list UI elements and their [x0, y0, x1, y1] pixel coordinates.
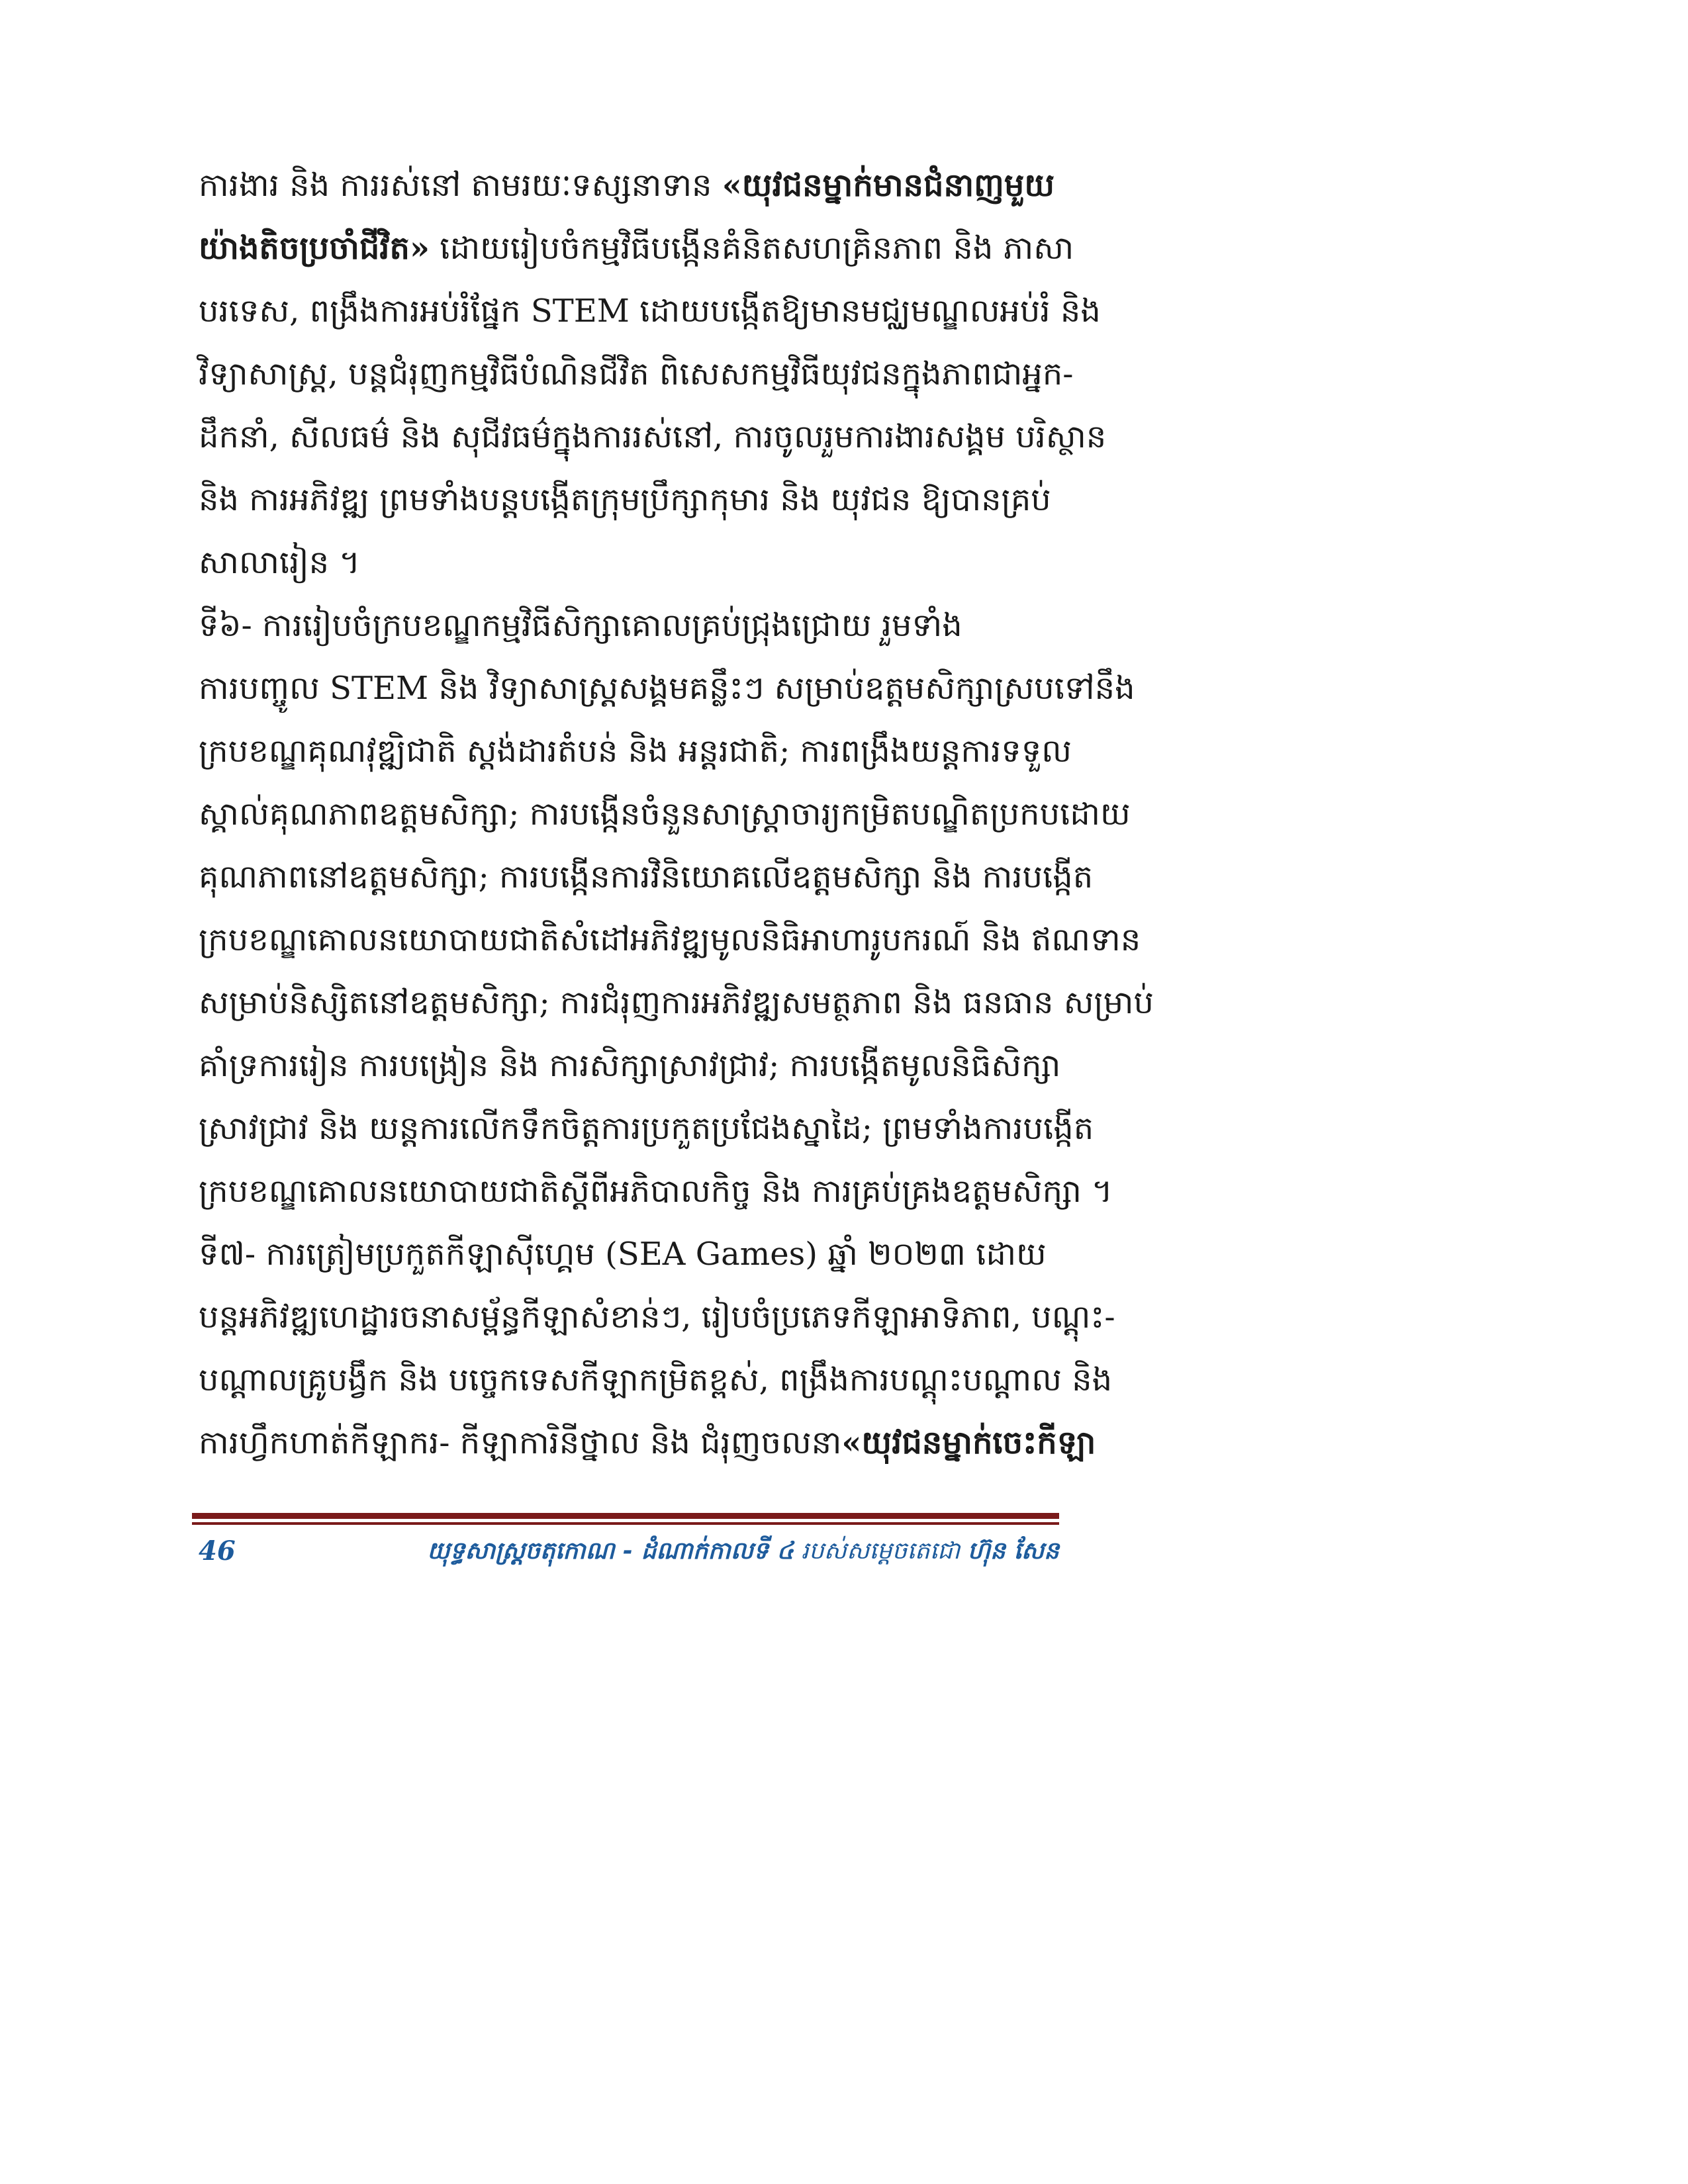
body-line: ដឹកនាំ, សីលធម៌ និង សុជីវធម៌ក្នុងការរស់នៅ, ការចូលរួមការងារសង្គម បរិស្ថាន — [199, 418, 1107, 455]
body-line: វិទ្យាសាស្ត្រ, បន្តជំរុញកម្មវិធីបំណិនជីវិត ពិសេសកម្មវិធីយុវជនក្នុងភាពជាអ្នក- — [199, 355, 1074, 392]
body-line: សាលារៀន ។ — [199, 544, 361, 581]
footer-rule-thin — [192, 1522, 1059, 1525]
body-line: បន្តអភិវឌ្ឍហេដ្ឋារចនាសម្ព័ន្ធកីឡាសំខាន់ៗ, រៀបចំប្រភេទកីឡាអាទិភាព, បណ្តុះ- — [199, 1298, 1115, 1336]
page-number: 46 — [199, 1535, 236, 1567]
body-line: ក្របខណ្ឌគោលនយោបាយជាតិសំដៅអភិវឌ្ឍមូលនិធិអាហារូបករណ៍ និង ឥណទាន — [199, 921, 1141, 958]
body-line: គុណភាពនៅឧត្តមសិក្សា; ការបង្កើនការវិនិយោគលើឧត្តមសិក្សា និង ការបង្កើត — [199, 858, 1094, 895]
body-line: ស្រាវជ្រាវ និង យន្តការលើកទឹកចិត្តការប្រកួតប្រជែងស្នាដៃ; ព្រមទាំងការបង្កើត — [199, 1110, 1094, 1147]
footer-title-bold: យុទ្ធសាស្ត្រចតុកោណ - ដំណាក់កាលទី ៤ — [427, 1537, 794, 1565]
body-line: ទី៦- ការរៀបចំក្របខណ្ឌកម្មវិធីសិក្សាគោលគ្រប់ជ្រុងជ្រោយ រួមទាំង — [199, 607, 962, 644]
body-line: សម្រាប់និស្សិតនៅឧត្តមសិក្សា; ការជំរុញការអភិវឌ្ឍសមត្ថភាព និង ធនធាន សម្រាប់ — [199, 984, 1154, 1021]
footer-rule-thick — [192, 1513, 1059, 1519]
footer-title-normal: របស់សម្តេចតេជោ — [793, 1537, 968, 1565]
body-line: បរទេស, ពង្រឹងការអប់រំផ្នែក STEM ដោយបង្កើតឱ្យមានមជ្ឈមណ្ឌលអប់រំ និង — [199, 293, 1101, 330]
body-line: ទី៧- ការត្រៀមប្រកួតកីឡាស៊ីហ្គេម (SEA Games) ឆ្នាំ ២០២៣ ដោយ — [199, 1236, 1047, 1273]
running-footer-title — [427, 1535, 1059, 1570]
body-line: និង ការអភិវឌ្ឍ ព្រមទាំងបន្តបង្កើតក្រុមប្រឹក្សាកុមារ និង យុវជន ឱ្យបានគ្រប់ — [199, 481, 1051, 518]
body-line: គាំទ្រការរៀន ការបង្រៀន និង ការសិក្សាស្រាវជ្រាវ; ការបង្កើតមូលនិធិសិក្សា — [199, 1047, 1061, 1084]
body-line: ការងារ និង ការរស់នៅ តាមរយៈទស្សនាទាន «យុវជនម្នាក់មានជំនាញមួយ — [199, 167, 1055, 204]
body-line: ក្របខណ្ឌគោលនយោបាយជាតិស្តីពីអភិបាលកិច្ច និង ការគ្រប់គ្រងឧត្តមសិក្សា ។ — [199, 1173, 1113, 1210]
body-line: បណ្តាលគ្រូបង្វឹក និង បច្ចេកទេសកីឡាកម្រិតខ្ពស់, ពង្រឹងការបណ្តុះបណ្តាល និង — [199, 1361, 1113, 1398]
body-line: ស្គាល់គុណភាពឧត្តមសិក្សា; ការបង្កើនចំនួនសាស្ត្រាចារ្យកម្រិតបណ្ឌិតប្រកបដោយ — [199, 796, 1131, 833]
body-line: ក្របខណ្ឌគុណវុឌ្ឍិជាតិ ស្តង់ដារតំបន់ និង អន្តរជាតិ; ការពង្រឹងយន្តការទទួល — [199, 733, 1072, 770]
body-line: យ៉ាងតិចប្រចាំជីវិត» ដោយរៀបចំកម្មវិធីបង្កើនគំនិតសហគ្រិនភាព និង ភាសា — [199, 230, 1074, 267]
body-line: ការហ្វឹកហាត់កីឡាករ- កីឡាការិនីថ្នាល និង ជំរុញចលនា«យុវជនម្នាក់ចេះកីឡា — [199, 1424, 1096, 1461]
body-line: ការបញ្ចូល STEM និង វិទ្យាសាស្ត្រសង្គមគន្លឹះៗ សម្រាប់ឧត្តមសិក្សាស្របទៅនឹង — [199, 670, 1135, 707]
footer-title-name: ហ៊ុន សែន — [967, 1537, 1059, 1565]
